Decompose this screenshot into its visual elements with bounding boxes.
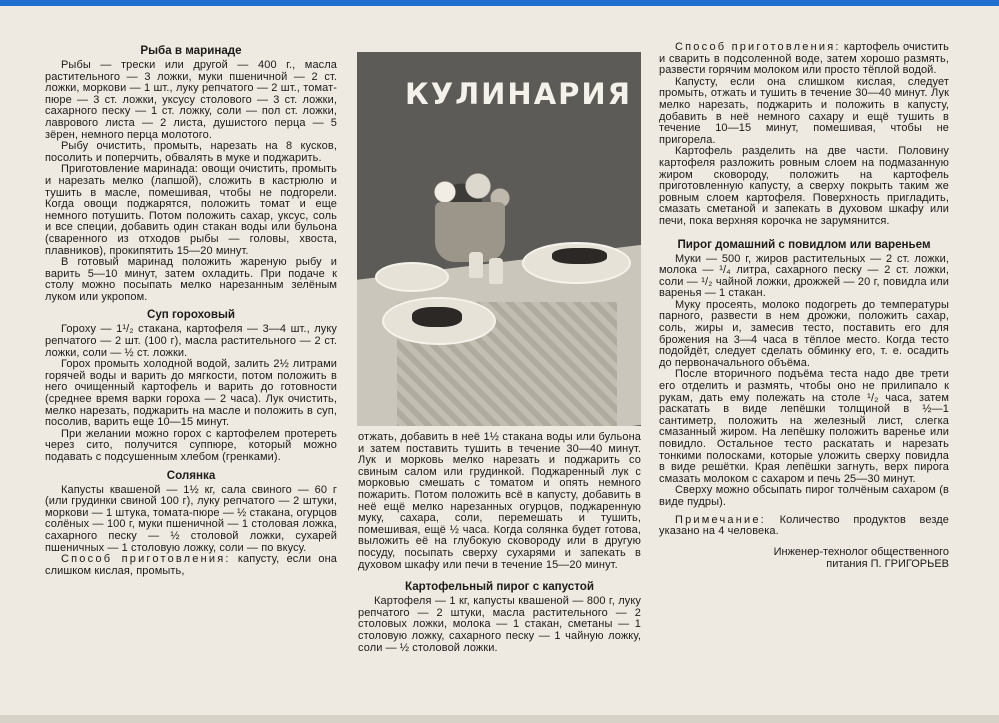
author-title: Инженер-технолог общественного xyxy=(773,545,949,558)
author-name: питания П. ГРИГОРЬЕВ xyxy=(826,557,949,570)
note xyxy=(659,515,949,538)
paragraph: отжать, добавить в неё 1½ стакана воды или бульона и затем поставить тушить в течение 30—40 минут. Лук и морковь мелко нарезать и поджарить со свиным салом или грудинкой. Поджаренный лук с морковью смешать с томатом и опять немного пожарить. Потом положить всё в капусту, добавить в неё ещё мелко нарезанных огурцов, поджаренную муку, сахара, соли, перемешать и тушить, помешивая, ещё ½ часа. Когда солянка будет готова, выложить её на глубокую сковороду или в другую посуду, посыпать сверху сухарями и запекать в духовом шкафу или печи в течение 15—20 минут. xyxy=(358,431,641,571)
paragraph: В готовый маринад положить жареную рыбу и варить 5—10 минут, затем охладить. При подаче к столу можно посыпать мелко нарезанным зелёным луком или укропом. xyxy=(45,256,337,303)
method-text: капусту, если она слишком кислая, промыть, xyxy=(45,553,337,577)
paragraph xyxy=(659,42,949,77)
author-signature xyxy=(659,546,949,570)
magazine-page xyxy=(0,6,999,723)
food-portion xyxy=(412,307,462,327)
paragraph: Сверху можно обсыпать пирог толчёным сахаром (в виде пудры). xyxy=(659,484,949,508)
paragraph: Горох промыть холодной водой, залить 2½ литрами горячей воды и варить до мягкости, потом положить в него очищенный картофель и варить до готовности (среднее время варки гороха — 2 часа). Лук очистить, мелко нарезать, поджарить на масле и положить в суп, посолив, варить еще 10—15 минут. xyxy=(45,358,337,429)
recipe-title-fish: Рыба в маринаде xyxy=(140,44,242,57)
left-column xyxy=(45,42,337,577)
recipe-title-soup: Суп гороховый xyxy=(146,308,236,322)
right-column xyxy=(659,42,949,570)
note-text: Количество продуктов везде указано на 4 человека. xyxy=(659,513,949,538)
method-text: картофель очистить и сварить в подсоленной воде, затем хорошо размять, развести горячим молоком или просто тёплой водой. xyxy=(659,41,950,77)
paragraph: Рыбы — трески или другой — 400 г., масла растительного — 3 ложки, муки пшеничной — 2 ст. ложки, моркови — 1 шт., луку репчатого — 2 шт., томат-пюре — 3 ст. ложки, уксусу столового — 3 ст. ложки, сахарного песку — 1 ст. ложку, соли — пол ст. ложки, лаврового листа — 2 листа, душистого перца — 5 зёрен, немного перца молотого. xyxy=(45,59,337,141)
recipe-title-potato-pie: Картофельный пирог с капустой xyxy=(405,580,594,594)
paragraph: Картофеля — 1 кг, капусты квашеной — 800 г, луку репчатого — 2 штуки, масла растительного — 2 столовых ложки, молока — 1 стакан, сметаны — 1 столовую ложку, сахарного песку — 1 чайную ложку, соли — ½ столовой ложки. xyxy=(358,595,641,654)
recipe-title-solyanka: Солянка xyxy=(166,468,216,482)
paragraph: Гороху — 1¹/₂ стакана, картофеля — 3—4 шт., луку репчатого — 2 шт. (100 г), масла растительного — 2 ст. ложки, соли — ½ ст. ложки. xyxy=(45,323,337,359)
paragraph: При желании можно горох с картофелем протереть через сито, получится суппюре, который можно подавать с подсушенным хлебом (гренками). xyxy=(45,427,337,463)
paragraph: После вторичного подъёма теста надо две трети его отделить и размять, чтобы оно не прилипало к рукам, дать ему полежать на столе ¹/₂ часа, затем раскатать в виде лепёшки толщиной в ½—1 сантиметр, положить на железный лист, слегка смазанный жиром. На лепёшку положить варенье или повидло. Остальное тесто раскатать и нарезать тонкими полосками, которые уложить сверху повидла в виде решётки. Края лепёшки загнуть, верх пирога смазать молоком с сахаром и печь 25—30 минут. xyxy=(659,368,949,485)
method-label: Способ приготовления: xyxy=(675,41,841,53)
method-label: Способ приготовления: xyxy=(61,553,231,566)
bowl xyxy=(375,262,449,292)
food-on-plate xyxy=(552,248,607,264)
paragraph: Капусту, если она слишком кислая, следует промыть, отжать и тушить в течение 30—40 минут. Лук мелко нарезать, поджарить и положить в капусту, добавить в неё немного сахару и ещё тушить в течение 10—15 минут, помешивая, чтобы не пригорела. xyxy=(659,75,949,146)
kitchen-photo xyxy=(357,52,641,426)
paragraph: Картофель разделить на две части. Половину картофеля разложить ровным слоем на подмазанную жиром сковороду, положить на картофель приготовленную капусту, а сверху покрыть таким же ровным слоем картофеля. Поверхность пригладить, смазать сметаной и запекать в духовом шкафу или печи, пока верхняя корочка не зарумянится. xyxy=(659,145,949,227)
paragraph: Муки — 500 г, жиров растительных — 2 ст. ложки, молока — ¹/₄ литра, сахарного песку — 2 ст. ложки, соли — ¹/₂ чайной ложки, дрожжей — 20 г, повидла или варенья — 1 стакан. xyxy=(659,252,949,300)
recipe-title-homemade-pie: Пирог домашний с повидлом или вареньем xyxy=(677,237,931,251)
paragraph: Муку просеять, молоко подогреть до температуры парного, развести в нем дрожжи, положить сахар, соль, жиры и, замесив тесто, поставить его для брожения на 3—4 часа в тёплое место. Когда тесто подойдёт, следует сделать обминку его, т. е. осадить до первоначального объёма. xyxy=(659,298,949,369)
pepper-shaker xyxy=(489,258,503,284)
note-label: Примечание: xyxy=(675,513,766,526)
paragraph xyxy=(45,554,337,577)
paragraph: Приготовление маринада: овощи очистить, промыть и нарезать мелко (лапшой), сложить в кастрюлю и тушить в масле, помешивая, чтобы не подгорели. Когда овощи поджарятся, положить томат и еще немного потушить. Потом положить сахар, уксус, соль и все специи, добавить один стакан воды или бульона (сваренного из отходов рыбы — головы, хвоста, плавников), прокипятить 15—20 минут. xyxy=(45,163,337,257)
salt-shaker xyxy=(469,252,483,278)
section-title: КУЛИНАРИЯ xyxy=(405,77,632,111)
bottom-edge xyxy=(0,715,999,723)
paragraph: Капусты квашеной — 1½ кг, сала свиного — 60 г (или грудинки свиной 100 г), луку репчатого — 2 штуки, моркови — 1 штука, томата-пюре — ½ стакана, огурцов солёных — 100 г, муки пшеничной — 1 столовая ложка, сахарного песку — ½ столовой ложки, сухарей пшеничных — 1 столовую ложку, соли — по вкусу. xyxy=(45,483,337,554)
middle-column xyxy=(358,432,641,654)
paragraph: Рыбу очистить, промыть, нарезать на 8 кусков, посолить и поперчить, обвалять в муке и поджарить. xyxy=(45,140,337,164)
